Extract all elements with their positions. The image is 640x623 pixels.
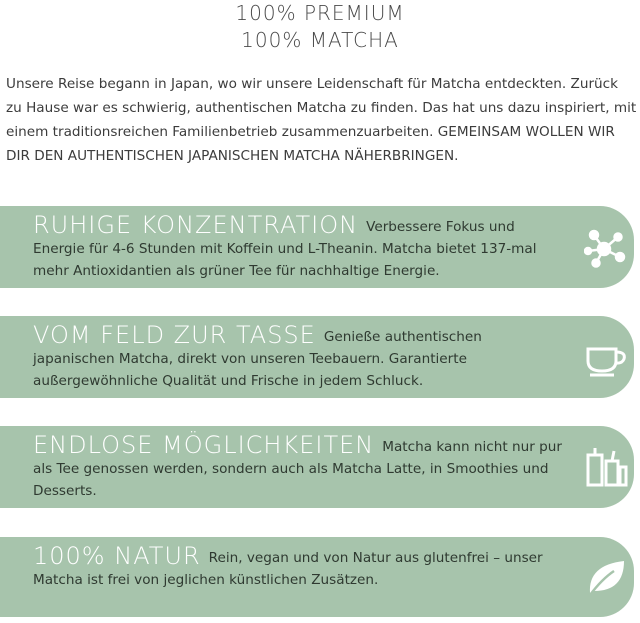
feature-band-focus	[0, 206, 634, 288]
feature-band-origin	[0, 316, 634, 398]
feature-band-possibilities	[0, 426, 634, 508]
feature-heading: ENDLOSE MÖGLICHKEITEN	[33, 431, 375, 459]
title-line-2: 100% MATCHA	[241, 28, 399, 52]
title-line-1: 100% PREMIUM	[235, 1, 405, 25]
feature-heading: RUHIGE KONZENTRATION	[33, 211, 359, 239]
feature-text: Genieße authentischen japanischen Matcha, direkt von unseren Teebauern. Garantierte außergewöhnliche Qualität und Frische in jedem Schluck.	[33, 329, 482, 389]
feature-text: Rein, vegan und von Natur aus glutenfrei – unser Matcha ist frei von jeglichen künstlichen Zusätzen.	[33, 550, 543, 588]
feature-heading: VOM FELD ZUR TASSE	[33, 321, 316, 349]
feature-text: Matcha kann nicht nur pur als Tee genossen werden, sondern auch als Matcha Latte, in Smoothies und Desserts.	[33, 439, 563, 499]
molecule-icon	[584, 225, 628, 269]
drinks-icon	[584, 445, 628, 489]
feature-heading: 100% NATUR	[33, 542, 201, 570]
feature-text: Verbessere Fokus und Energie für 4-6 Stunden mit Koffein und L-Theanin. Matcha bietet 137-mal mehr Antioxidantien als grüner Tee für nachhaltige Energie.	[33, 219, 537, 279]
page-title	[0, 0, 640, 54]
feature-band-nature	[0, 537, 634, 617]
teacup-icon	[584, 335, 628, 379]
intro-paragraph: Unsere Reise begann in Japan, wo wir unsere Leidenschaft für Matcha entdeckten. Zurück zu Hause war es schwierig, authentischen Matcha zu finden. Das hat uns dazu inspiriert, mit einem traditionsreichen Familienbetrieb zusammenzuarbeiten. GEMEINSAM WOLLEN WIR DIR DEN AUTHENTISCHEN JAPANISCHEN MATCHA NÄHERBRINGEN.	[6, 76, 637, 164]
leaf-icon	[584, 555, 628, 599]
